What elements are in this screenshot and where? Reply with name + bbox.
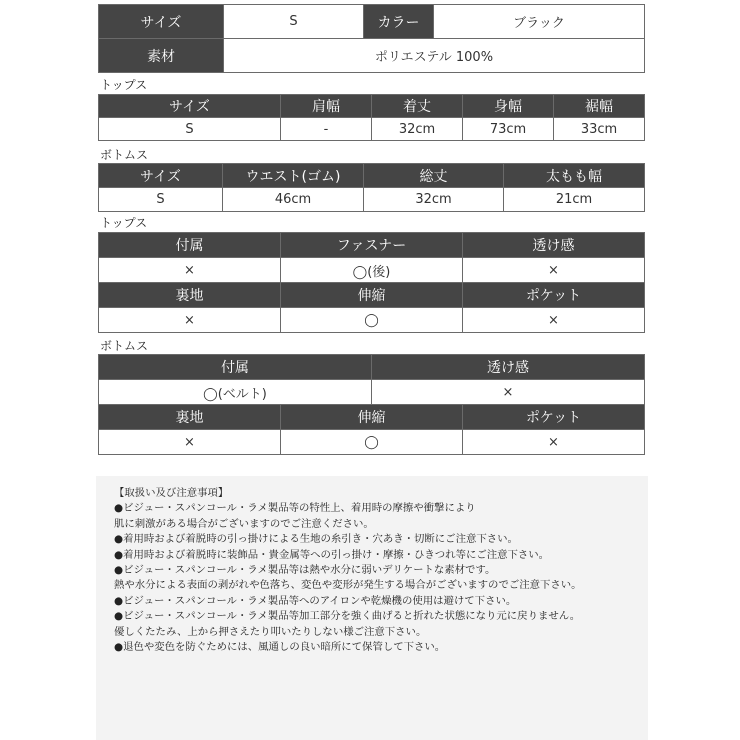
table-row: [99, 39, 645, 73]
table-cell: ◯(後): [281, 258, 463, 283]
table-cell: ◯: [281, 430, 463, 455]
tops-size-table: [98, 94, 645, 141]
care-notes-box: [96, 476, 648, 740]
table-row: [99, 308, 645, 333]
bottoms-spec-table: [98, 354, 645, 455]
column-header: サイズ: [99, 164, 223, 188]
column-header: 着丈: [372, 95, 463, 118]
care-notes-title: 【取扱い及び注意事項】: [114, 487, 229, 499]
care-note-line: ●ビジュー・スパンコール・ラメ製品等へのアイロンや乾燥機の使用は避けて下さい。: [114, 594, 517, 607]
tops-spec-table: [98, 232, 645, 333]
tops-size-section-label: トップス: [100, 78, 148, 92]
table-cell: 21cm: [504, 188, 645, 212]
color-label: カラー: [364, 5, 434, 39]
column-header: 総丈: [364, 164, 504, 188]
care-notes-text: [114, 486, 582, 655]
tops-spec-section-label: トップス: [100, 216, 148, 230]
table-cell: 32cm: [364, 188, 504, 212]
bottoms-spec-section-label: ボトムス: [100, 339, 149, 353]
table-row: [99, 380, 645, 405]
table-cell: ×: [99, 430, 281, 455]
table-row: [99, 5, 645, 39]
table-header-row: [99, 283, 645, 308]
column-header: ポケット: [463, 283, 645, 308]
table-header-row: [99, 95, 645, 118]
table-cell: 32cm: [372, 118, 463, 141]
care-note-line: ●着用時および着脱時の引っ掛けによる生地の糸引き・穴あき・切断にご注意下さい。: [114, 533, 518, 546]
column-header: 肩幅: [281, 95, 372, 118]
care-note-line: ●ビジュー・スパンコール・ラメ製品等加工部分を強く曲げると折れた状態になり元に戻りません。: [114, 610, 581, 623]
size-value: S: [224, 5, 364, 39]
color-value: ブラック: [434, 5, 645, 39]
column-header: ポケット: [463, 405, 645, 430]
table-header-row: [99, 355, 645, 380]
column-header: 裏地: [99, 405, 281, 430]
column-header: サイズ: [99, 95, 281, 118]
column-header: ウエスト(ゴム): [223, 164, 364, 188]
table-cell: ×: [463, 308, 645, 333]
table-row: [99, 430, 645, 455]
column-header: 伸縮: [281, 283, 463, 308]
table-row: [99, 188, 645, 212]
material-value: ポリエステル 100%: [224, 39, 645, 73]
care-note-line: 肌に刺激がある場合がございますのでご注意ください。: [114, 517, 374, 530]
table-cell: ◯: [281, 308, 463, 333]
table-header-row: [99, 233, 645, 258]
care-note-line: ●退色や変色を防ぐためには、風通しの良い暗所にて保管して下さい。: [114, 641, 446, 654]
table-cell: 33cm: [554, 118, 645, 141]
table-cell: ×: [99, 258, 281, 283]
material-label: 素材: [99, 39, 224, 73]
table-cell: 73cm: [463, 118, 554, 141]
care-note-line: 熱や水分による表面の剥がれや色落ち、変色や変形が発生する場合がございますのでご注意下さい。: [114, 579, 582, 592]
column-header: 裾幅: [554, 95, 645, 118]
size-label: サイズ: [99, 5, 224, 39]
table-cell: S: [99, 188, 223, 212]
column-header: 付属: [99, 233, 281, 258]
column-header: 透け感: [463, 233, 645, 258]
table-row: [99, 258, 645, 283]
basic-info-table: [98, 4, 645, 73]
table-header-row: [99, 405, 645, 430]
table-cell: S: [99, 118, 281, 141]
column-header: 伸縮: [281, 405, 463, 430]
table-cell: ×: [463, 258, 645, 283]
table-cell: ×: [99, 308, 281, 333]
table-cell: ×: [372, 380, 645, 405]
care-note-line: ●ビジュー・スパンコール・ラメ製品等の特性上、着用時の摩擦や衝撃により: [114, 502, 476, 515]
column-header: 身幅: [463, 95, 554, 118]
column-header: 透け感: [372, 355, 645, 380]
column-header: 付属: [99, 355, 372, 380]
column-header: ファスナー: [281, 233, 463, 258]
table-cell: -: [281, 118, 372, 141]
table-header-row: [99, 164, 645, 188]
care-note-line: ●着用時および着脱時に装飾品・貴金属等への引っ掛け・摩擦・ひきつれ等にご注意下さい。: [114, 548, 550, 561]
table-row: [99, 118, 645, 141]
column-header: 太もも幅: [504, 164, 645, 188]
bottoms-size-section-label: ボトムス: [100, 148, 149, 162]
care-note-line: ●ビジュー・スパンコール・ラメ製品等は熱や水分に弱いデリケートな素材です。: [114, 564, 496, 577]
table-cell: ◯(ベルト): [99, 380, 372, 405]
care-note-line: 優しくたたみ、上から押さえたり叩いたりしない様ご注意下さい。: [114, 625, 427, 638]
table-cell: 46cm: [223, 188, 364, 212]
table-cell: ×: [463, 430, 645, 455]
bottoms-size-table: [98, 163, 645, 212]
column-header: 裏地: [99, 283, 281, 308]
